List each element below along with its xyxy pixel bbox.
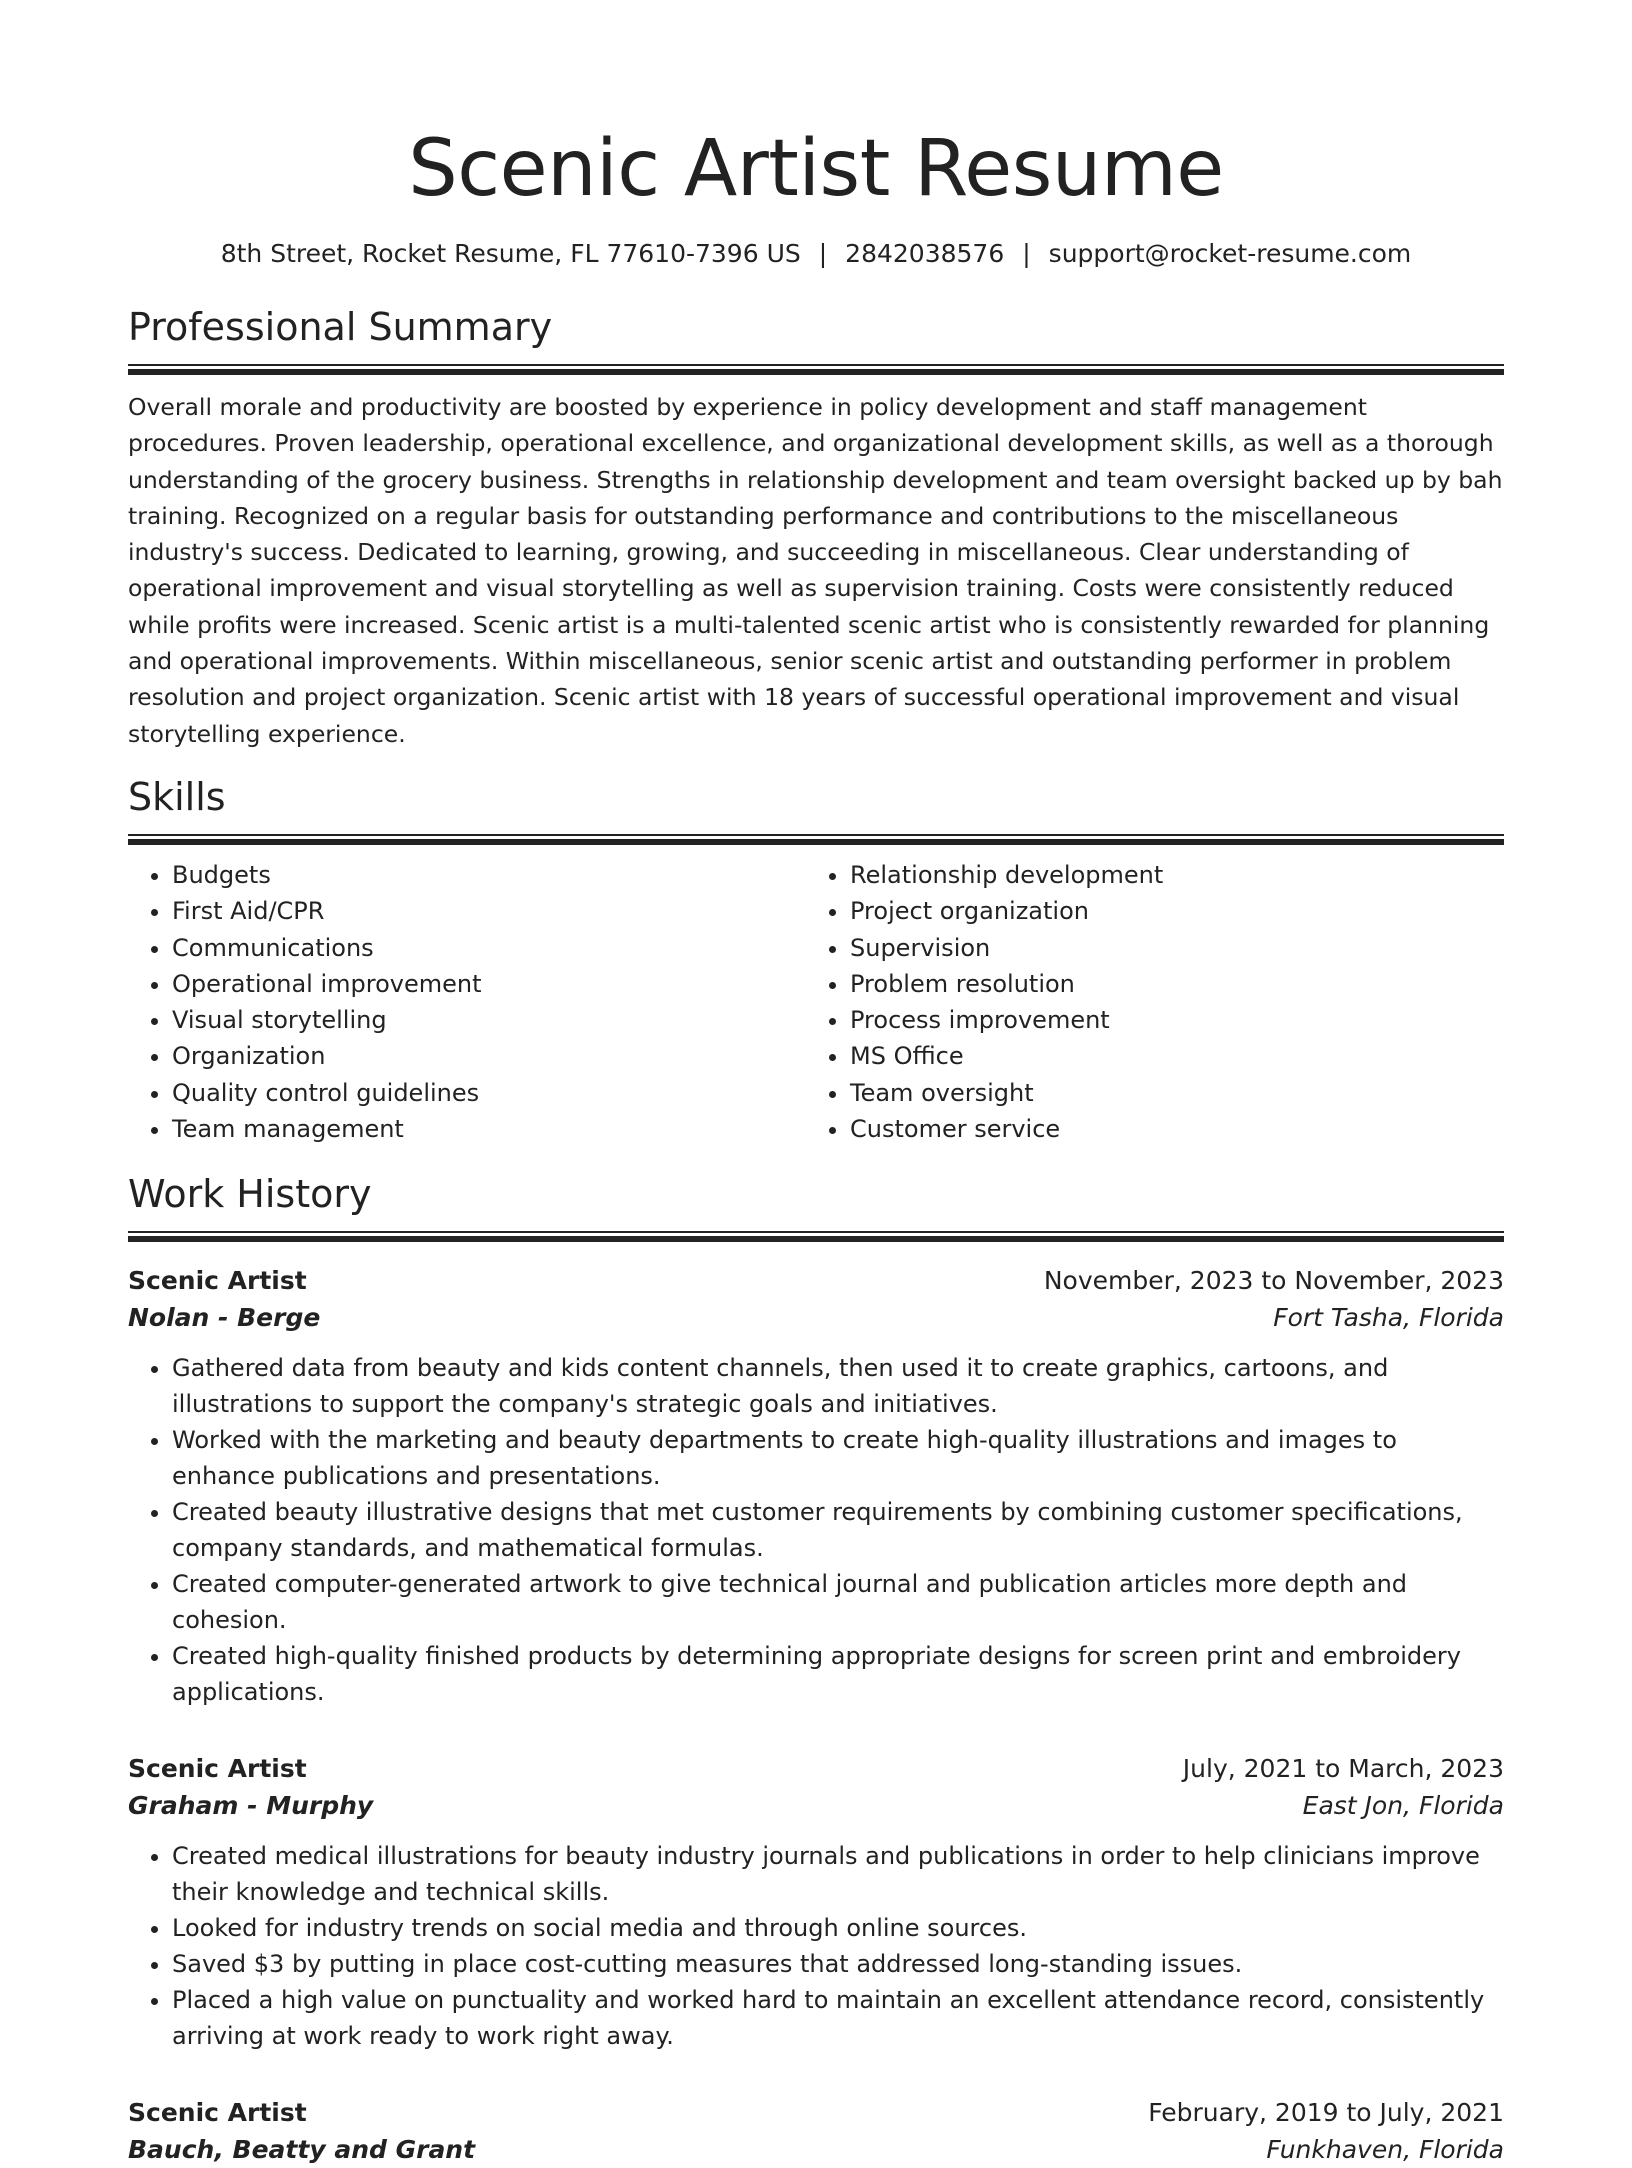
skill-item: • MS Office xyxy=(850,1038,1484,1074)
summary-section xyxy=(128,302,1504,752)
skills-section xyxy=(128,772,1504,1147)
skill-item: • Relationship development xyxy=(850,857,1484,893)
job-bullets xyxy=(128,1838,1504,2054)
job-location: East Jon, Florida xyxy=(1302,1791,1504,1821)
job-entry xyxy=(128,1262,1504,1710)
job-bullet: • Worked with the marketing and beauty departments to create high-quality illustrations and images to enhance publications and presentations. xyxy=(172,1422,1504,1494)
job-company: Graham - Murphy xyxy=(128,1791,374,1821)
job-title: Scenic Artist xyxy=(128,1266,307,1296)
skill-item: • Supervision xyxy=(850,930,1484,966)
job-bullet: • Created computer-generated artwork to give technical journal and publication articles more depth and cohesion. xyxy=(172,1566,1504,1638)
job-bullets xyxy=(128,1350,1504,1710)
resume-page xyxy=(128,0,1504,2168)
job-entry xyxy=(128,1750,1504,2054)
section-divider xyxy=(128,1231,1504,1244)
separator: | xyxy=(818,239,828,268)
job-entry xyxy=(128,2094,1504,2168)
section-divider xyxy=(128,364,1504,377)
skill-item: • Team oversight xyxy=(850,1075,1484,1111)
section-divider xyxy=(128,834,1504,847)
skill-item: • Organization xyxy=(172,1038,806,1074)
job-company: Bauch, Beatty and Grant xyxy=(128,2135,476,2165)
section-heading-skills: Skills xyxy=(128,774,226,819)
skills-columns xyxy=(128,857,1504,1147)
job-dates: February, 2019 to July, 2021 xyxy=(1148,2098,1504,2128)
page-title: Scenic Artist Resume xyxy=(408,124,1224,214)
work-section xyxy=(128,1169,1504,2168)
job-bullet: • Created medical illustrations for beauty industry journals and publications in order to help clinicians improve their knowledge and technical skills. xyxy=(172,1838,1504,1910)
skill-item: • Operational improvement xyxy=(172,966,806,1002)
job-dates: July, 2021 to March, 2023 xyxy=(1182,1754,1504,1784)
job-title: Scenic Artist xyxy=(128,1754,307,1784)
job-title: Scenic Artist xyxy=(128,2098,307,2128)
email[interactable]: support@rocket-resume.com xyxy=(1048,239,1412,268)
job-location: Funkhaven, Florida xyxy=(1266,2135,1504,2165)
skill-item: • Customer service xyxy=(850,1111,1484,1147)
skill-item: • Communications xyxy=(172,930,806,966)
job-bullet: • Gathered data from beauty and kids content channels, then used it to create graphics, cartoons, and illustrations to support the company's strategic goals and initiatives. xyxy=(172,1350,1504,1422)
skill-item: • Budgets xyxy=(172,857,806,893)
section-heading-work: Work History xyxy=(128,1172,372,1217)
phone: 2842038576 xyxy=(845,239,1005,268)
skill-item: • Visual storytelling xyxy=(172,1002,806,1038)
skill-item: • Quality control guidelines xyxy=(172,1075,806,1111)
skills-list-left xyxy=(128,857,806,1147)
separator: | xyxy=(1022,239,1031,268)
skill-item: • Project organization xyxy=(850,893,1484,929)
contact-line xyxy=(128,236,1504,272)
section-heading-summary: Professional Summary xyxy=(128,305,553,349)
skills-list-right xyxy=(806,857,1484,1147)
job-bullet: • Looked for industry trends on social media and through online sources. xyxy=(172,1910,1504,1946)
skill-item: • Process improvement xyxy=(850,1002,1484,1038)
job-company: Nolan - Berge xyxy=(128,1303,321,1333)
skill-item: • Problem resolution xyxy=(850,966,1484,1002)
job-dates: November, 2023 to November, 2023 xyxy=(1043,1266,1504,1296)
skill-item: • Team management xyxy=(172,1111,806,1147)
job-bullet: • Created beauty illustrative designs that met customer requirements by combining customer specifications, company standards, and mathematical formulas. xyxy=(172,1494,1504,1566)
skill-item: • First Aid/CPR xyxy=(172,893,806,929)
job-bullet: • Saved $3 by putting in place cost-cutting measures that addressed long-standing issues. xyxy=(172,1946,1504,1982)
address: 8th Street, Rocket Resume, FL 77610-7396 US xyxy=(220,239,801,268)
job-bullet: • Created high-quality finished products by determining appropriate designs for screen print and embroidery applications. xyxy=(172,1638,1504,1710)
summary-text: Overall morale and productivity are boosted by experience in policy development and staff management procedures. Proven leadership, operational excellence, and organizational development skills, as well as a thorough understanding of the grocery business. Strengths in relationship development and team oversight backed up by bah training. Recognized on a regular basis for outstanding performance and contributions to the miscellaneous industry's success. Dedicated to learning, growing, and succeeding in miscellaneous. Clear understanding of operational improvement and visual storytelling as well as supervision training. Costs were consistently reduced while profits were increased. Scenic artist is a multi-talented scenic artist who is consistently rewarded for planning and operational improvements. Within miscellaneous, senior scenic artist and outstanding performer in problem resolution and project organization. Scenic artist with 18 years of successful operational improvement and visual storytelling experience. xyxy=(128,393,1503,748)
job-bullet: • Placed a high value on punctuality and worked hard to maintain an excellent attendance record, consistently arriving at work ready to work right away. xyxy=(172,1982,1504,2054)
job-location: Fort Tasha, Florida xyxy=(1273,1303,1504,1333)
